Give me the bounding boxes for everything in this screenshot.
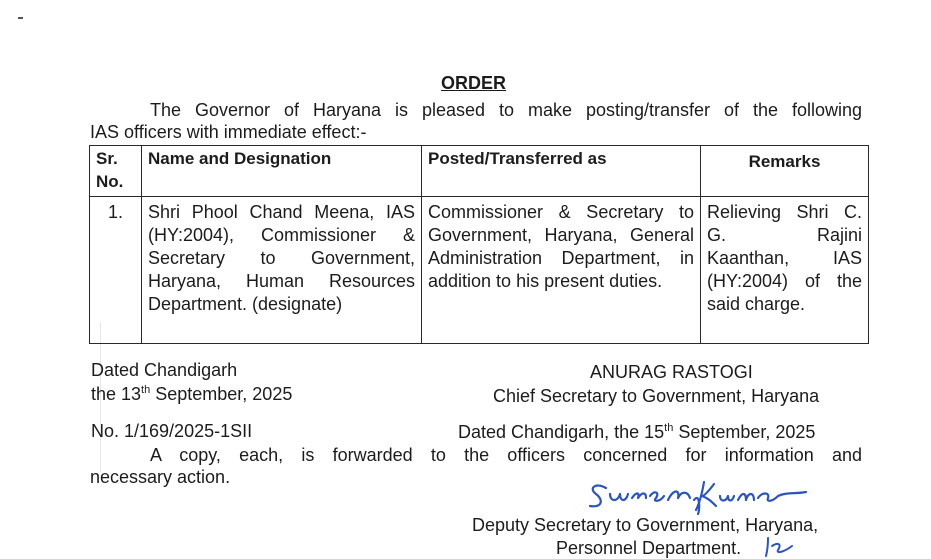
handwritten-signature [582,470,812,515]
copy-line-2: necessary action. [90,467,231,487]
endorsement-date-sup: th [664,422,674,434]
endorsement-date-suffix: September, 2025 [673,422,816,442]
table-row [90,197,869,344]
cell-posted-transferred: Commissioner & Secretary to Government, Haryana, General Administration Department, in addition to his present duties. [422,197,701,344]
copy-line-1: A copy, each, is forwarded to the officers concerned for information and [150,445,862,465]
cell-remarks: Relieving Shri C. G. Rajini Kaanthan, IAS (HY:2004) of the said charge. [701,197,869,344]
header-posted-transferred: Posted/Transferred as [422,146,701,197]
dated-date-suffix: September, 2025 [150,384,293,404]
signatory-designation: Chief Secretary to Government, Haryana [493,386,820,406]
dated-place: Dated Chandigarh [91,360,238,380]
cell-name-designation: Shri Phool Chand Meena, IAS (HY:2004), Commissioner & Secretary to Government, Haryana, Human Resources Department. (designate) [142,197,422,344]
order-heading: ORDER [441,73,507,93]
signatory-name: ANURAG RASTOGI [590,362,753,382]
scan-speck [18,17,23,19]
dated-date-prefix: the 13 [91,384,142,404]
deputy-designation-line-1: Deputy Secretary to Government, Haryana, [472,515,819,535]
initial-mark [762,534,796,558]
endorsement-date [458,421,815,443]
deputy-designation-line-2: Personnel Department. [556,538,742,558]
endorsement-ref-no: No. 1/169/2025-1SII [91,421,253,441]
header-name-designation: Name and Designation [142,146,422,197]
header-remarks: Remarks [701,146,869,197]
intro-line-1: The Governor of Haryana is pleased to make posting/transfer of the following [150,100,862,120]
cell-sr-no: 1. [90,197,142,344]
dated-date-sup: th [141,384,151,396]
endorsement-date-prefix: Dated Chandigarh, the 15 [458,422,665,442]
table-header-row [90,146,869,197]
posting-table [89,145,869,344]
header-sr-no: Sr. No. [90,146,142,197]
intro-line-2: IAS officers with immediate effect:- [90,122,367,142]
dated-date [91,383,292,405]
